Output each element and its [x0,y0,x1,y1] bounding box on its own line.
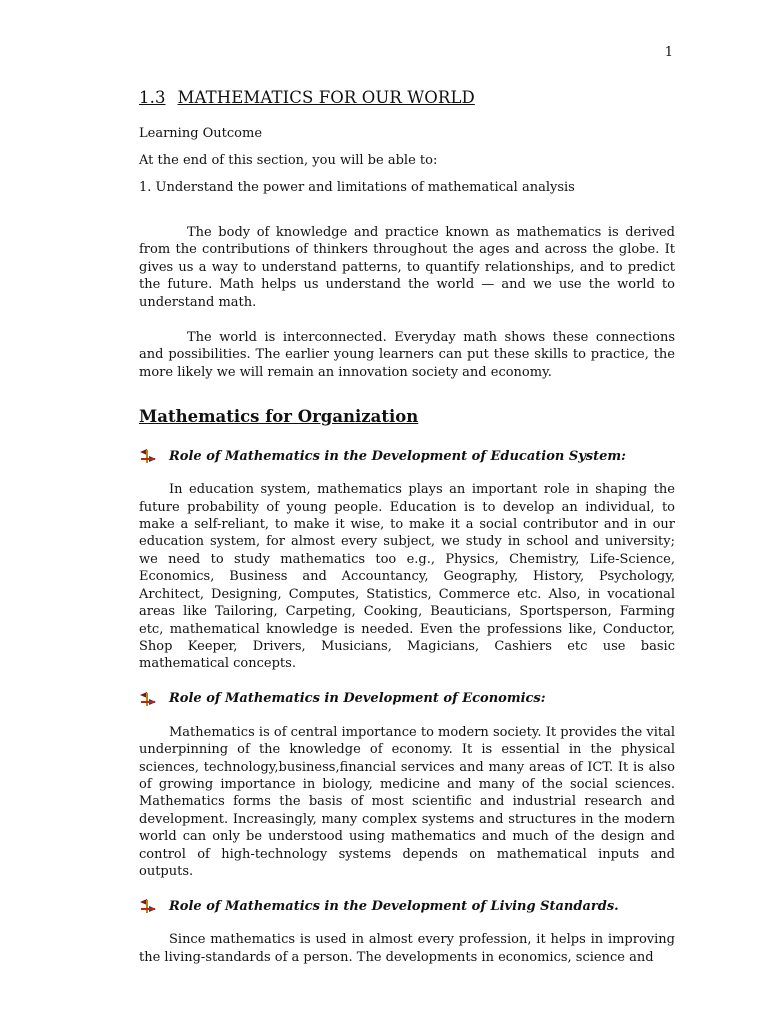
learning-outcome-label: Learning Outcome [139,126,263,141]
bullet-arrow-icon [139,898,157,914]
page-content [139,88,675,966]
role-title-economics: Role of Mathematics in Development of Economics: [169,691,546,707]
paragraph-economics: Mathematics is of central importance to modern society. It provides the vital underpinning of the knowledge of economy. It is essential in the physical sciences, technology,business,financial services and many areas of ICT. It is also of growing importance in biology, medicine and many of the social sciences. Mathematics forms the basis of most scientific and industrial research and development. Increasingly, many complex systems and structures in the modern world can only be understood using mathematics and much of the design and control of high-technology systems depends on mathematical inputs and outputs. [139,724,675,879]
section-number: 1.3 [139,88,166,107]
paragraph-living-standards: Since mathematics is used in almost every profession, it helps in improving the living-standards of a person. The developments in economics, science and [139,932,675,965]
learning-outcome-intro: At the end of this section, you will be able to: [139,153,438,168]
role-heading-living-standards [139,898,675,914]
paragraph-education: In education system, mathematics plays an important role in shaping the future probability of young people. Education is to develop an individual, to make a self-reliant, to make it wise, to make it a social contributor and in our education system, for almost every subject, we study in school and university; we need to study mathematics too e.g., Physics, Chemistry, Life-Science, Economics, Business and Accountancy, Geography, History, Psychology, Architect, Designing, Computes, Statistics, Commerce etc. Also, in vocational areas like Tailoring, Carpeting, Cooking, Beauticians, Sportsperson, Farming etc, mathematical knowledge is needed. Even the professions like, Conductor, Shop Keeper, Drivers, Musicians, Magicians, Cashiers etc use basic mathematical concepts. [139,482,675,672]
bullet-arrow-icon [139,448,157,464]
role-title-education: Role of Mathematics in the Development of Education System: [169,448,626,464]
page-number: 1 [664,45,673,60]
role-title-living-standards: Role of Mathematics in the Development of Living Standards. [169,898,619,914]
organization-heading: Mathematics for Organization [139,407,419,427]
role-heading-education [139,448,675,464]
learning-outcome-item: 1. Understand the power and limitations of mathematical analysis [139,180,575,195]
role-heading-economics [139,691,675,707]
section-title [139,88,675,107]
paragraph-interconnected: The world is interconnected. Everyday math shows these connections and possibilities. The earlier young learners can put these skills to practice, the more likely we will remain an innovation society and economy. [139,330,675,380]
section-title-text: MATHEMATICS FOR OUR WORLD [177,88,475,107]
bullet-arrow-icon [139,691,157,707]
paragraph-intro: The body of knowledge and practice known as mathematics is derived from the contributions of thinkers throughout the ages and across the globe. It gives us a way to understand patterns, to quantify relationships, and to predict the future. Math helps us understand the world — and we use the world to understand math. [139,225,675,310]
